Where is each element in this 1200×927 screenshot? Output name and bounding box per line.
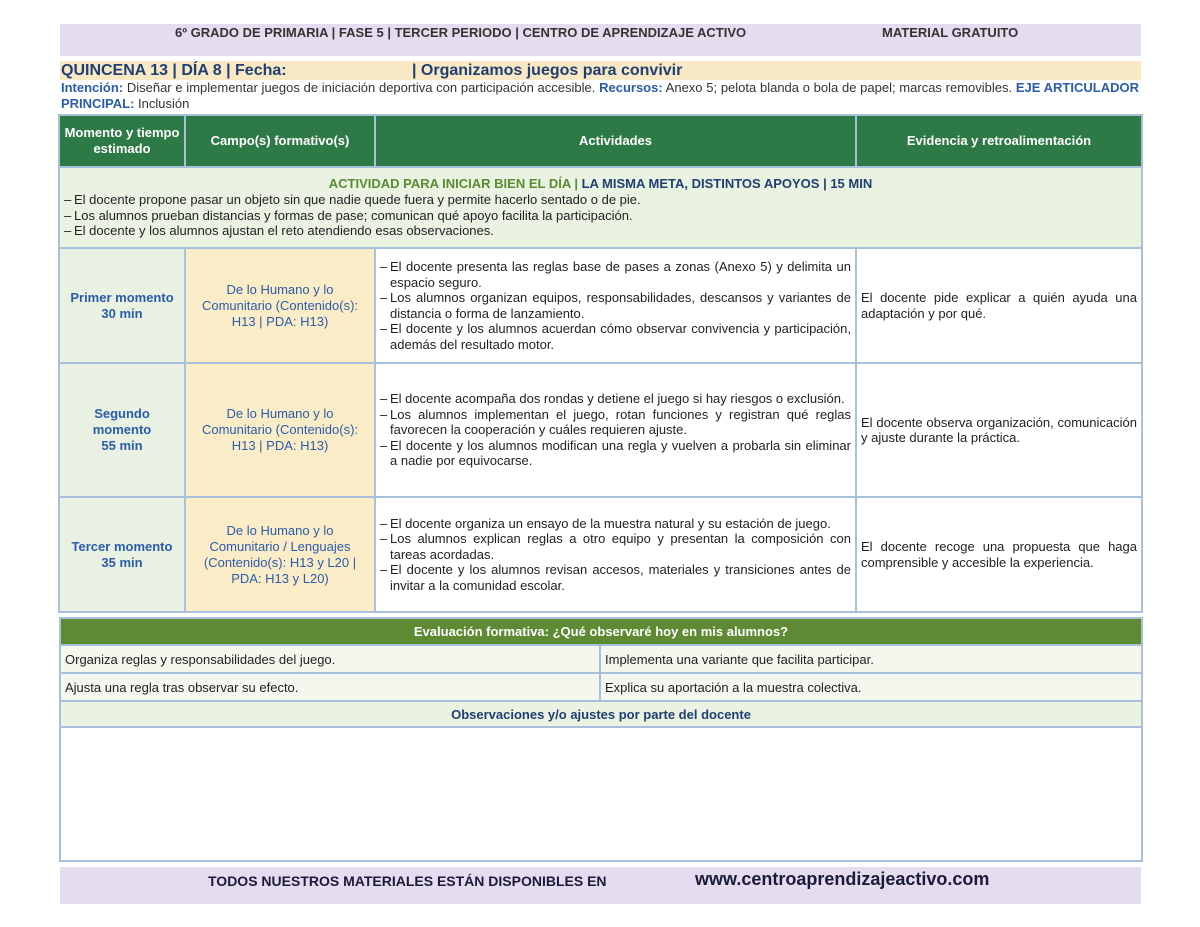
evaluation-criterion: Implementa una variante que facilita participar.	[600, 645, 1142, 673]
banner-title	[64, 176, 1137, 192]
observations-area[interactable]	[60, 727, 1142, 861]
banner-list	[64, 192, 1137, 239]
list-item: – El docente y los alumnos modifican una regla y vuelven a probarla sin eliminar a nadie por equivocarse.	[380, 438, 851, 469]
moment-time: 55 min	[101, 438, 143, 453]
activities-list	[380, 516, 851, 594]
evidence-cell: El docente observa organización, comunicación y ajuste durante la práctica.	[856, 363, 1142, 497]
list-item: – Los alumnos prueban distancias y formas de pase; comunican qué apoyo facilita la participación.	[64, 208, 1137, 224]
banner-row	[59, 167, 1142, 248]
footer-url-link[interactable]: www.centroaprendizajeactivo.com	[695, 869, 990, 889]
list-item: – El docente propone pasar un objeto sin que nadie quede fuera y permite hacerlo sentado o de pie.	[64, 192, 1137, 208]
resources-label: Recursos:	[599, 80, 663, 95]
moment-time: 30 min	[101, 305, 143, 321]
header-actividades: Actividades	[375, 115, 856, 167]
evaluation-title: Evaluación formativa: ¿Qué observaré hoy en mis alumnos?	[60, 618, 1142, 645]
page-title-topic: | Organizamos juegos para convivir	[412, 62, 683, 79]
header-info: 6º GRADO DE PRIMARIA | FASE 5 | TERCER PERIODO | CENTRO DE APRENDIZAJE ACTIVO	[175, 25, 747, 40]
start-day-activity	[59, 167, 1142, 248]
evaluation-table	[59, 617, 1143, 862]
table-row	[59, 497, 1142, 612]
observations-title: Observaciones y/o ajustes por parte del docente	[60, 701, 1142, 727]
resources-text: Anexo 5; pelota blanda o bola de papel; marcas removibles.	[662, 80, 1016, 95]
moment-label: Tercer momento	[71, 538, 173, 554]
table-row	[59, 248, 1142, 363]
evaluation-criterion: Ajusta una regla tras observar su efecto.	[60, 673, 600, 701]
header-moment: Momento y tiempo estimado	[59, 115, 185, 167]
evaluation-criterion: Explica su aportación a la muestra colectiva.	[600, 673, 1142, 701]
header-free-material: MATERIAL GRATUITO	[882, 25, 1019, 40]
footer-text: TODOS NUESTROS MATERIALES ESTÁN DISPONIBLES EN	[208, 873, 607, 889]
moment-cell	[59, 248, 185, 363]
list-item: – El docente y los alumnos revisan accesos, materiales y transiciones antes de invitar a la comunidad escolar.	[380, 562, 851, 593]
table-row	[59, 363, 1142, 497]
moment-time: 35 min	[101, 554, 143, 570]
moment-cell	[59, 363, 185, 497]
list-item: – Los alumnos explican reglas a otro equipo y presentan la composición con tareas acordadas.	[380, 531, 851, 562]
activities-list	[380, 391, 851, 469]
intention-text: Diseñar e implementar juegos de iniciación deportiva con participación accesible.	[123, 80, 600, 95]
campo-cell: De lo Humano y lo Comunitario (Contenido(s): H13 | PDA: H13)	[185, 248, 375, 363]
activities-list	[380, 259, 851, 352]
intention-label: Intención:	[61, 80, 124, 95]
list-item: – El docente y los alumnos acuerdan cómo observar convivencia y participación, además del resultado motor.	[380, 321, 851, 352]
header-campo: Campo(s) formativo(s)	[185, 115, 375, 167]
intention-paragraph	[61, 80, 1139, 112]
moment-label: Primer momento	[70, 289, 174, 305]
evaluation-criterion: Organiza reglas y responsabilidades del juego.	[60, 645, 600, 673]
campo-cell: De lo Humano y lo Comunitario (Contenido(s): H13 | PDA: H13)	[185, 363, 375, 497]
list-item: – El docente organiza un ensayo de la muestra natural y su estación de juego.	[380, 516, 851, 532]
campo-cell: De lo Humano y lo Comunitario / Lenguajes (Contenido(s): H13 y L20 | PDA: H13 y L20)	[185, 497, 375, 612]
axis-text: Inclusión	[134, 96, 190, 111]
activities-table	[58, 114, 1143, 613]
moment-label: Segundo momento	[92, 406, 152, 437]
activities-cell	[375, 248, 856, 363]
activities-cell	[375, 497, 856, 612]
header-evidencia: Evidencia y retroalimentación	[856, 115, 1142, 167]
list-item: – Los alumnos implementan el juego, rotan funciones y registran qué reglas favorecen la cooperación y cuáles requieren ajuste.	[380, 407, 851, 438]
page-title-day: QUINCENA 13 | DÍA 8 | Fecha:	[61, 62, 287, 79]
table-header-row	[59, 115, 1142, 167]
evidence-cell: El docente recoge una propuesta que haga comprensible y accesible la experiencia.	[856, 497, 1142, 612]
list-item: – Los alumnos organizan equipos, responsabilidades, descansos y variantes de distancia o forma de lanzamiento.	[380, 290, 851, 321]
moment-cell	[59, 497, 185, 612]
evidence-cell: El docente pide explicar a quién ayuda una adaptación y por qué.	[856, 248, 1142, 363]
list-item: – El docente acompaña dos rondas y detiene el juego si hay riesgos o exclusión.	[380, 391, 851, 407]
list-item: – El docente y los alumnos ajustan el reto atendiendo esas observaciones.	[64, 223, 1137, 239]
list-item: – El docente presenta las reglas base de pases a zonas (Anexo 5) y delimita un espacio seguro.	[380, 259, 851, 290]
banner-title-green: ACTIVIDAD PARA INICIAR BIEN EL DÍA |	[328, 176, 582, 191]
banner-title-blue: LA MISMA META, DISTINTOS APOYOS | 15 MIN	[581, 176, 873, 191]
axis-label: EJE ARTICULADOR PRINCIPAL:	[61, 80, 1139, 111]
activities-cell	[375, 363, 856, 497]
